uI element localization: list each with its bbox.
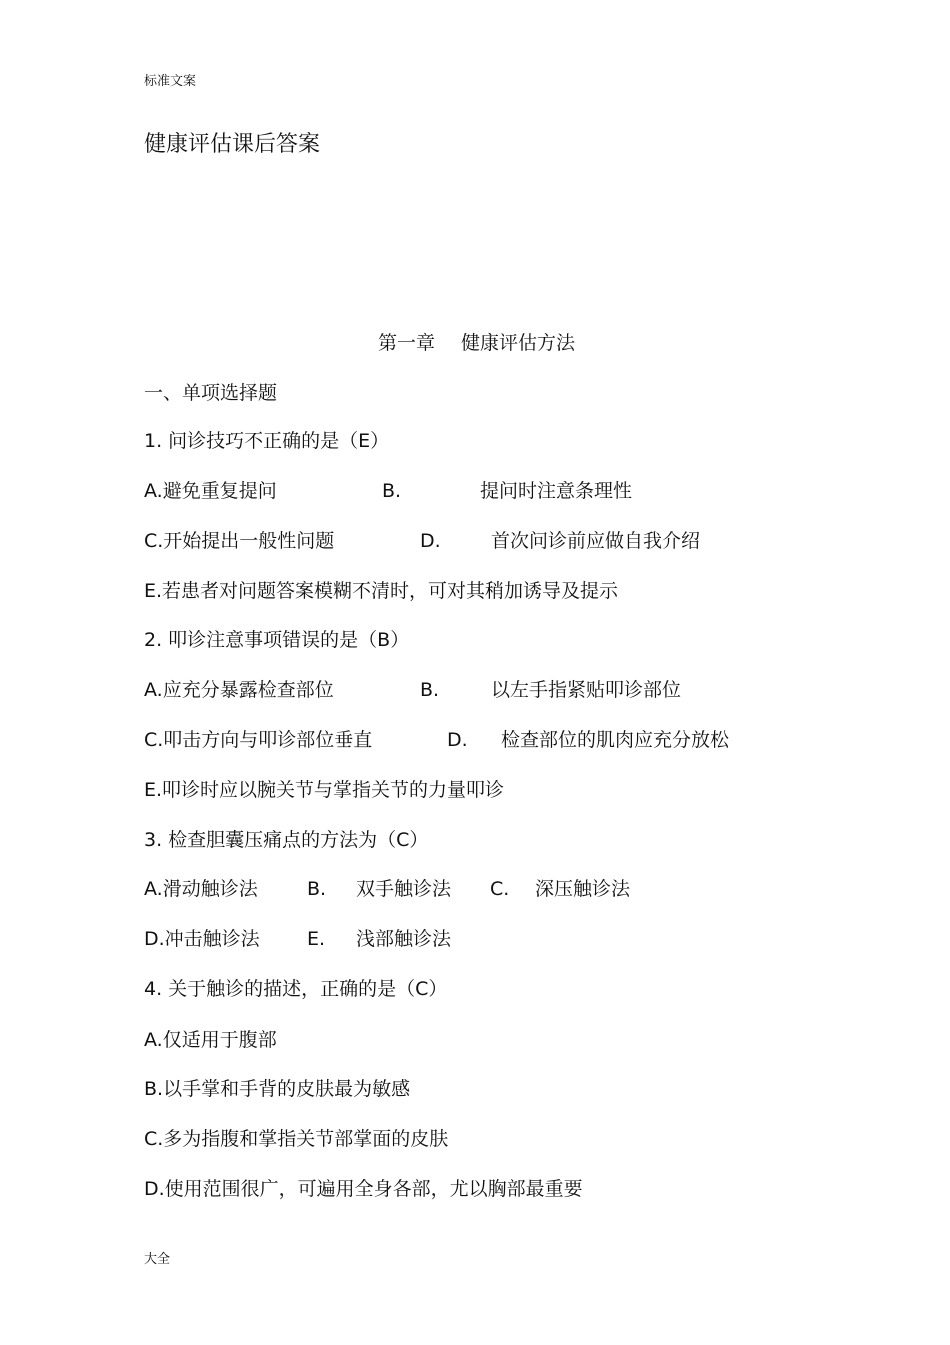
- q1-option-a: A.避免重复提问: [144, 480, 277, 502]
- q3-option-c-text: 深压触诊法: [535, 878, 631, 900]
- q2-option-c: C.叩击方向与叩诊部位垂直: [144, 729, 373, 751]
- q1-option-d-letter: D.: [420, 530, 441, 552]
- question-2-stem: 2. 叩诊注意事项错误的是（B）: [144, 629, 410, 651]
- q1-option-b-letter: B.: [382, 480, 402, 502]
- q1-option-d-text: 首次问诊前应做自我介绍: [491, 530, 701, 552]
- q3-option-b-text: 双手触诊法: [356, 878, 452, 900]
- question-2-options-ab: [144, 676, 844, 704]
- q1-option-e: E.若患者对问题答案模糊不清时，可对其稍加诱导及提示: [144, 580, 619, 602]
- q3-option-e-letter: E.: [307, 928, 326, 950]
- chapter-number: 第一章: [378, 332, 436, 354]
- q3-option-d: D.冲击触诊法: [144, 928, 260, 950]
- question-1-options-cd: [144, 527, 844, 555]
- chapter-heading: [378, 328, 575, 355]
- question-1-stem: 1. 问诊技巧不正确的是（E）: [144, 430, 390, 452]
- question-3-stem: 3. 检查胆囊压痛点的方法为（C）: [144, 829, 429, 851]
- q2-option-d-text: 检查部位的肌肉应充分放松: [501, 729, 730, 751]
- q4-option-a: A.仅适用于腹部: [144, 1029, 277, 1051]
- q1-option-b-text: 提问时注意条理性: [480, 480, 633, 502]
- q3-option-e-text: 浅部触诊法: [356, 928, 452, 950]
- question-3-options-de: [144, 925, 844, 953]
- question-1-options-ab: [144, 477, 844, 505]
- question-3-options-abc: [144, 875, 844, 903]
- question-4-stem: 4. 关于触诊的描述，正确的是（C）: [144, 978, 448, 1000]
- q4-option-b: B.以手掌和手背的皮肤最为敏感: [144, 1078, 411, 1100]
- q4-option-c: C.多为指腹和掌指关节部掌面的皮肤: [144, 1128, 449, 1150]
- q2-option-b-letter: B.: [420, 679, 440, 701]
- q1-option-c: C.开始提出一般性问题: [144, 530, 335, 552]
- q2-option-d-letter: D.: [447, 729, 468, 751]
- header-note: 标准文案: [144, 74, 197, 89]
- q3-option-b-letter: B.: [307, 878, 327, 900]
- document-title: 健康评估课后答案: [144, 132, 321, 157]
- footer-note: 大全: [144, 1252, 171, 1267]
- q4-option-d: D.使用范围很广，可遍用全身各部，尤以胸部最重要: [144, 1178, 583, 1200]
- question-2-options-cd: [144, 726, 844, 754]
- section-heading: 一、单项选择题: [144, 382, 278, 404]
- q3-option-a: A.滑动触诊法: [144, 878, 258, 900]
- q3-option-c-letter: C.: [490, 878, 510, 900]
- q2-option-b-text: 以左手指紧贴叩诊部位: [491, 679, 682, 701]
- q2-option-e: E.叩诊时应以腕关节与掌指关节的力量叩诊: [144, 779, 505, 801]
- chapter-name: 健康评估方法: [461, 332, 576, 354]
- q2-option-a: A.应充分暴露检查部位: [144, 679, 334, 701]
